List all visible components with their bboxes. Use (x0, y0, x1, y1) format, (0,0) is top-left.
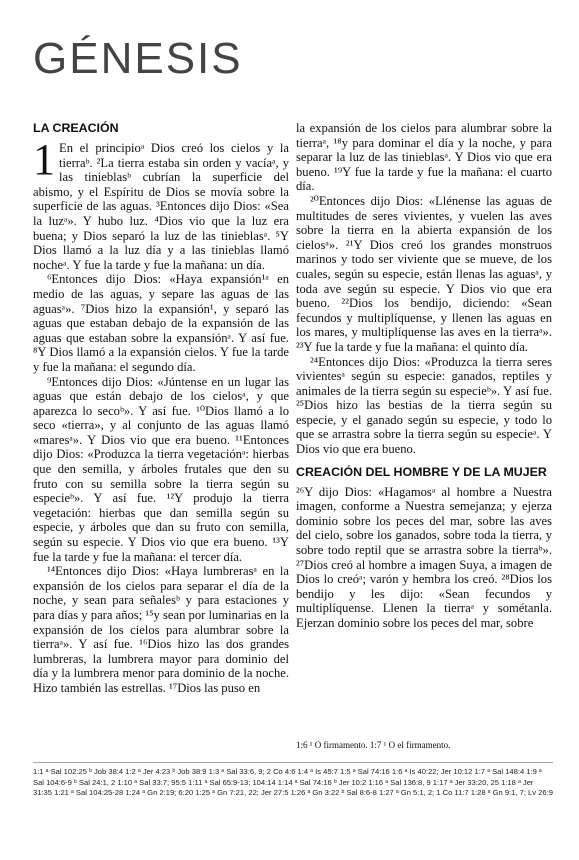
left-column (33, 121, 289, 696)
footnotes: 1:6 ¹ O firmamento. 1:7 ¹ O el firmamento. (296, 740, 451, 750)
chapter-number: 1 (33, 135, 55, 184)
section-heading-creation: LA CREACIÓN (33, 121, 119, 135)
verse-paragraph: ²⁴Entonces dijo Dios: «Produzca la tierra seres vivientesᵃ según su especie: ganados, reptiles y animales de la tierra según su especieᵇ». Y así fue. ²⁵Dios hizo las bestias de la tierra según su especie, y el ganado según su especie, y todo lo que se arrastra sobre la tierra según su especieᵃ. Y Dios vio que era bueno. (296, 354, 552, 457)
book-title: GÉNESIS (33, 34, 243, 83)
right-column (296, 121, 552, 631)
verse-paragraph: la expansión de los cielos para alumbrar sobre la tierraᵃ, ¹⁸y para dominar el día y la noche, y para separar la luz de las tinieblasᵃ. Y Dios vio que era bueno. ¹⁹Y fue la tarde y fue la mañana: el cuarto día. (296, 121, 552, 194)
verse-paragraph (33, 135, 289, 272)
verse-paragraph: ⁶Entonces dijo Dios: «Haya expansión¹ᵃ en medio de las aguas, y separe las aguas de las aguasᵃ». ⁷Dios hizo la expansión¹, y separó las aguas que estaban debajo de la expansión de las aguas que estaban sobre la expansiónᵃ. Y así fue. ⁸Y Dios llamó a la expansión cielos. Y fue la tarde y fue la mañana: el segundo día. (33, 272, 289, 374)
verse-text: En el principioᵃ Dios creó los cielos y la tierraᵇ. ²La tierra estaba sin orden y vacíaᵃ, y las tinieblasᵇ cubrían la superficie del abismo, y el Espíritu de Dios se movía sobre la superficie de las aguas. ³Entonces dijo Dios: «Sea la luzᵃ». Y hubo luz. ⁴Dios vio que la luz era buena; y Dios separó la luz de las tinieblasᵃ. ⁵Y Dios llamó a la luz día y a las tinieblas llamó nocheᵃ. Y fue la tarde y fue la mañana: un día. (33, 141, 289, 272)
divider (33, 762, 553, 763)
section-heading-man-woman: CREACIÓN DEL HOMBRE Y DE LA MUJER (296, 464, 547, 479)
verse-paragraph: ⁹Entonces dijo Dios: «Júntense en un lugar las aguas que están debajo de los cielosᵃ, y que aparezca lo secoᵇ». Y así fue. ¹⁰Dios llamó a lo seco «tierra», y al conjunto de las aguas llamó «maresᵃ». Y Dios vio que era bueno. ¹¹Entonces dijo Dios: «Produzca la tierra vegetaciónᵃ: hierbas que den semilla, y árboles frutales que den su fruto con su semilla sobre la tierra según su especieᵇ». Y así fue. ¹²Y produjo la tierra vegetación: hierbas que dan semilla según su especie, y árboles que dan su fruto con semilla, según su especie. Y Dios vio que era bueno. ¹³Y fue la tarde y fue la mañana: el tercer día. (33, 374, 289, 564)
verse-paragraph: ²⁰Entonces dijo Dios: «Llénense las aguas de multitudes de seres vivientes, y vuelen las aves sobre la tierra en la abierta expansión de los cielosᵃ». ²¹Y Dios creó los grandes monstruos marinos y todo ser viviente que se mueve, de los cuales, según su especie, están llenas las aguasᵃ, y toda ave según su especie. Y Dios vio que era bueno. ²²Dios los bendijo, diciendo: «Sean fecundos y multiplíquense, y llenen las aguas en los mares, y multiplíquense las aves en la tierraᵃ». ²³Y fue la tarde y fue la mañana: el quinto día. (296, 193, 552, 354)
verse-paragraph: ¹⁴Entonces dijo Dios: «Haya lumbrerasᵃ en la expansión de los cielos para separar el día de la noche, y sean para señalesᵇ y para estaciones y para días y para años; ¹⁵y sean por luminarias en la expansión de los cielos para alumbrar sobre la tierraᵃ». Y así fue. ¹⁶Dios hizo las dos grandes lumbreras, la lumbrera mayor para dominio del día y la lumbrera menor para dominio de la noche. Hizo también las estrellas. ¹⁷Dios las puso en (33, 564, 289, 695)
cross-references: 1:1 ᵃ Sal 102:25 ᵇ Job 38:4 1:2 ᵃ Jer 4:23 ᵇ Job 38:9 1:3 ᵃ Sal 33:6, 9; 2 Co 4:6 1:4 ᵃ Is 45:7 1:5 ᵃ Sal 74:16 1:6 ᵃ Is 40:22; Jer 10:12 1:7 ᵃ Sal 148:4 1:9 ᵃ Sal 104:6-9 ᵇ Sal 24:1, 2 1:10 ᵃ Sal 33:7; 95:5 1:11 ᵃ Sal 65:9-13; 104:14 1:14 ᵃ Sal 74:16 ᵇ Jer 10:2 1:16 ᵃ Sal 136:8, 9 1:17 ᵃ Jer 33:20, 25 1:18 ᵃ Jer 31:35 1:21 ᵃ Sal 104:25-28 1:24 ᵃ Gn 2:19; 6:20 1:25 ᵃ Gn 7:21, 22; Jer 27:5 1:26 ᵃ Gn 3:22 ᵇ Sal 8:6-8 1:27 ᵃ Gn 5:1, 2; 1 Co 11:7 1:28 ᵃ Gn 9:1, 7; Lv 26:9 (33, 767, 553, 797)
verse-paragraph: ²⁶Y dijo Dios: «Hagamosᵃ al hombre a Nuestra imagen, conforme a Nuestra semejanza; y ejerza dominio sobre los peces del mar, sobre las aves del cielo, sobre los ganados, sobre toda la tierra, y sobre todo reptil que se arrastra sobre la tierraᵇ». ²⁷Dios creó al hombre a imagen Suya, a imagen de Dios lo creóᵃ; varón y hembra los creó. ²⁸Dios los bendijo y les dijo: «Sean fecundos y multiplíquense. Llenen la tierraᵃ y sométanla. Ejerzan dominio sobre los peces del mar, sobre (296, 484, 552, 630)
